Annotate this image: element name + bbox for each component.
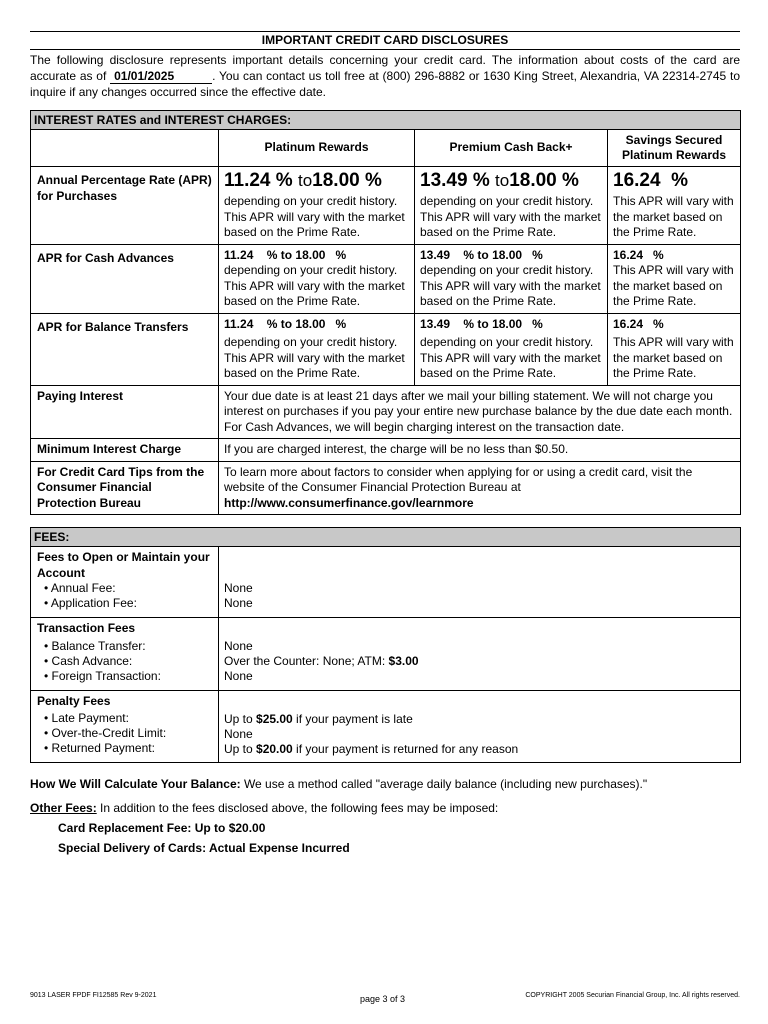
late-payment-label: • Late Payment:: [44, 711, 129, 725]
cash-advance-label: • Cash Advance:: [44, 653, 133, 668]
cash-apr-col1-desc: depending on your credit history. This APR will vary with the market based on the Prime Rate.: [224, 263, 405, 308]
cash-apr-col2-desc: depending on your credit history. This APR will vary with the market based on the Prime Rate.: [420, 263, 601, 308]
rate-low: 11.24: [224, 247, 254, 262]
late-pre: Up to: [224, 711, 257, 726]
card-replacement-fee: Card Replacement Fee: Up to $20.00: [58, 821, 266, 835]
other-fees-text: In addition to the fees disclosed above, the following fees may be imposed:: [96, 801, 499, 815]
cash-apr-col3-desc: This APR will vary with the market based on the Prime Rate.: [613, 263, 734, 308]
percent-sign: %: [266, 247, 278, 262]
paying-interest-text: Your due date is at least 21 days after we mail your billing statement. We will not charge you interest on purchases if you pay your entire new purchase balance by the due date each month. For Cash Advances, we will begin charging interest on the transaction date.: [219, 385, 741, 439]
rate-low: 13.49: [420, 247, 451, 262]
bt-apr-col1-desc: depending on your credit history. This APR will vary with the market based on the Prime Rate.: [224, 335, 405, 380]
foreign-transaction-label: • Foreign Transaction:: [44, 668, 161, 683]
effective-date: 01/01/2025: [110, 70, 212, 84]
bt-apr-label: APR for Balance Transfers: [31, 313, 219, 385]
to-word: to: [280, 247, 293, 262]
bt-apr-col1-range: [224, 317, 409, 333]
returned-fee-amount: $20.00: [256, 741, 293, 756]
page-number: page 3 of 3: [360, 994, 406, 1004]
percent-sign: %: [275, 170, 293, 191]
cash-apr-row: [31, 244, 741, 313]
purchase-apr-col2-desc: depending on your credit history. This APR will vary with the market based on the Prime Rate.: [420, 194, 601, 239]
purchase-apr-col3: [608, 167, 741, 245]
col-premium-cash-back: Premium Cash Back+: [415, 130, 608, 167]
returned-payment-label: • Returned Payment:: [44, 741, 155, 755]
transaction-fees-row: [31, 618, 741, 691]
percent-sign: %: [532, 316, 543, 331]
percent-sign: %: [364, 170, 382, 191]
interest-rates-table: [30, 110, 741, 515]
min-interest-row: [31, 439, 741, 462]
rate-low: 11.24: [224, 170, 271, 191]
purchase-apr-col1: [219, 167, 415, 245]
bt-apr-col3-rate: [613, 317, 735, 333]
penalty-fees-values: [219, 690, 741, 763]
annual-fee-label: • Annual Fee:: [44, 581, 116, 595]
percent-sign: %: [335, 247, 347, 262]
percent-sign: %: [463, 316, 475, 331]
rate-low: 13.49: [420, 170, 468, 191]
returned-pre: Up to: [224, 741, 257, 756]
rates-header-label: INTEREST RATES and INTEREST CHARGES:: [31, 111, 741, 130]
cash-apr-col2: [415, 244, 608, 313]
cash-apr-col3-rate: [613, 248, 735, 264]
to-word: to: [297, 171, 313, 190]
to-word: to: [280, 316, 293, 331]
atm-fee-amount: $3.00: [388, 654, 419, 668]
rate-high: 18.00: [295, 316, 326, 331]
over-limit-value: None: [224, 726, 253, 741]
cfpb-text: To learn more about factors to consider when applying for or using a credit card, visit the website of the Consumer Financial Protection Bureau at: [224, 464, 693, 494]
over-limit-label: • Over-the-Credit Limit:: [44, 726, 167, 740]
returned-payment-value: [224, 742, 735, 757]
rate-high: 18.00: [492, 247, 523, 262]
purchase-apr-row: [31, 167, 741, 245]
bt-apr-col2-desc: depending on your credit history. This APR will vary with the market based on the Prime Rate.: [420, 335, 601, 380]
late-payment-value: [224, 712, 735, 727]
rate-high: 18.00: [492, 316, 523, 331]
rate: 16.24: [613, 247, 644, 262]
balance-calc-label: How We Will Calculate Your Balance:: [30, 777, 241, 791]
open-fees-label-cell: [31, 547, 219, 618]
bt-apr-col3-desc: This APR will vary with the market based on the Prime Rate.: [613, 335, 734, 380]
transaction-fees-label: Transaction Fees: [37, 621, 136, 635]
late-post: if your payment is late: [292, 711, 413, 726]
penalty-fees-label-cell: [31, 690, 219, 763]
penalty-fees-row: [31, 690, 741, 763]
min-interest-text: If you are charged interest, the charge will be no less than $0.50.: [219, 439, 741, 462]
percent-sign: %: [472, 170, 490, 191]
paying-interest-row: [31, 385, 741, 439]
col-platinum-rewards: Platinum Rewards: [219, 130, 415, 167]
rate-low: 13.49: [420, 316, 451, 331]
late-fee-amount: $25.00: [256, 711, 293, 726]
bt-apr-col1: [219, 313, 415, 385]
transaction-fees-values: [219, 618, 741, 691]
cfpb-label: For Credit Card Tips from the Consumer Financial Protection Bureau: [31, 461, 219, 515]
open-fees-values: [219, 547, 741, 618]
to-word: to: [495, 171, 510, 190]
percent-sign: %: [335, 316, 347, 331]
cash-advance-value: [224, 654, 735, 669]
to-word: to: [477, 247, 489, 262]
fees-header-label: FEES:: [31, 528, 741, 547]
other-fees-paragraph: [30, 800, 740, 816]
percent-sign: %: [463, 247, 475, 262]
transaction-fees-label-cell: [31, 618, 219, 691]
rate-high: 18.00: [509, 170, 557, 191]
form-number: 9013 LASER FPDF FI12585 Rev 9-2021: [30, 992, 157, 999]
purchase-apr-col2-range: [420, 168, 602, 194]
bt-apr-col2-range: [420, 317, 602, 333]
rate: 16.24: [613, 316, 644, 331]
intro-text-2: . You can contact us toll free at (800) 296-8882 or 1630 King Street, Alexandria, VA 22314-2745 to inquire if any changes occurred since the effective date.: [30, 69, 740, 99]
rate-high: 18.00: [295, 247, 326, 262]
column-header-row: [31, 130, 741, 167]
empty-header-cell: [31, 130, 219, 167]
fees-section-header: [31, 528, 741, 547]
purchase-apr-col1-range: [224, 168, 409, 194]
purchase-apr-col3-rate: [613, 168, 735, 194]
annual-fee-value: None: [224, 581, 253, 595]
col-savings-secured: Savings Secured Platinum Rewards: [608, 130, 741, 167]
rate-low: 11.24: [224, 316, 254, 331]
bt-apr-col2: [415, 313, 608, 385]
fees-table: [30, 527, 741, 763]
percent-sign: %: [653, 316, 664, 331]
paying-interest-label: Paying Interest: [31, 385, 219, 439]
application-fee-label: • Application Fee:: [44, 596, 137, 610]
balance-transfer-label: • Balance Transfer:: [44, 638, 146, 653]
intro-paragraph: [30, 52, 740, 100]
rate: 16.24: [613, 170, 661, 191]
bt-apr-col3: [608, 313, 741, 385]
bt-apr-row: [31, 313, 741, 385]
document-title: IMPORTANT CREDIT CARD DISCLOSURES: [30, 31, 740, 50]
min-interest-label: Minimum Interest Charge: [31, 439, 219, 462]
cash-apr-col1-range: [224, 248, 409, 264]
percent-sign: %: [266, 316, 278, 331]
open-fees-label: Fees to Open or Maintain your Account: [37, 550, 210, 580]
percent-sign: %: [532, 247, 543, 262]
cfpb-link[interactable]: http://www.consumerfinance.gov/learnmore: [224, 495, 474, 510]
returned-post: if your payment is returned for any reason: [292, 741, 519, 756]
purchase-apr-col2: [415, 167, 608, 245]
purchase-apr-col3-desc: This APR will vary with the market based on the Prime Rate.: [613, 194, 734, 239]
special-delivery-fee: Special Delivery of Cards: Actual Expense Incurred: [58, 841, 350, 855]
to-word: to: [477, 316, 489, 331]
cfpb-cell: [219, 461, 741, 515]
penalty-fees-label: Penalty Fees: [37, 693, 111, 708]
copyright: COPYRIGHT 2005 Securian Financial Group, Inc. All rights reserved.: [525, 992, 740, 999]
other-fees-label: Other Fees:: [30, 801, 97, 815]
rate-high: 18.00: [312, 170, 360, 191]
open-fees-row: [31, 547, 741, 618]
cash-apr-col1: [219, 244, 415, 313]
percent-sign: %: [653, 247, 664, 262]
application-fee-value: None: [224, 596, 253, 610]
intro-text-1: The following disclosure represents important details concerning your credit card. The information about costs of the card are accurate as of: [30, 53, 740, 83]
cash-apr-col3: [608, 244, 741, 313]
cfpb-row: [31, 461, 741, 515]
percent-sign: %: [671, 170, 689, 191]
balance-calc-text: We use a method called "average daily balance (including new purchases).": [240, 777, 648, 791]
cash-apr-label: APR for Cash Advances: [31, 244, 219, 313]
purchase-apr-label: Annual Percentage Rate (APR) for Purchases: [31, 167, 219, 245]
purchase-apr-col1-desc: depending on your credit history. This APR will vary with the market based on the Prime Rate.: [224, 194, 405, 239]
cash-advance-text: Over the Counter: None; ATM:: [224, 654, 389, 668]
balance-calc-paragraph: [30, 776, 740, 792]
foreign-transaction-value: None: [224, 669, 253, 683]
cash-apr-col2-range: [420, 248, 602, 264]
percent-sign: %: [562, 170, 579, 191]
rates-section-header: [31, 111, 741, 130]
balance-transfer-value: None: [224, 639, 253, 653]
